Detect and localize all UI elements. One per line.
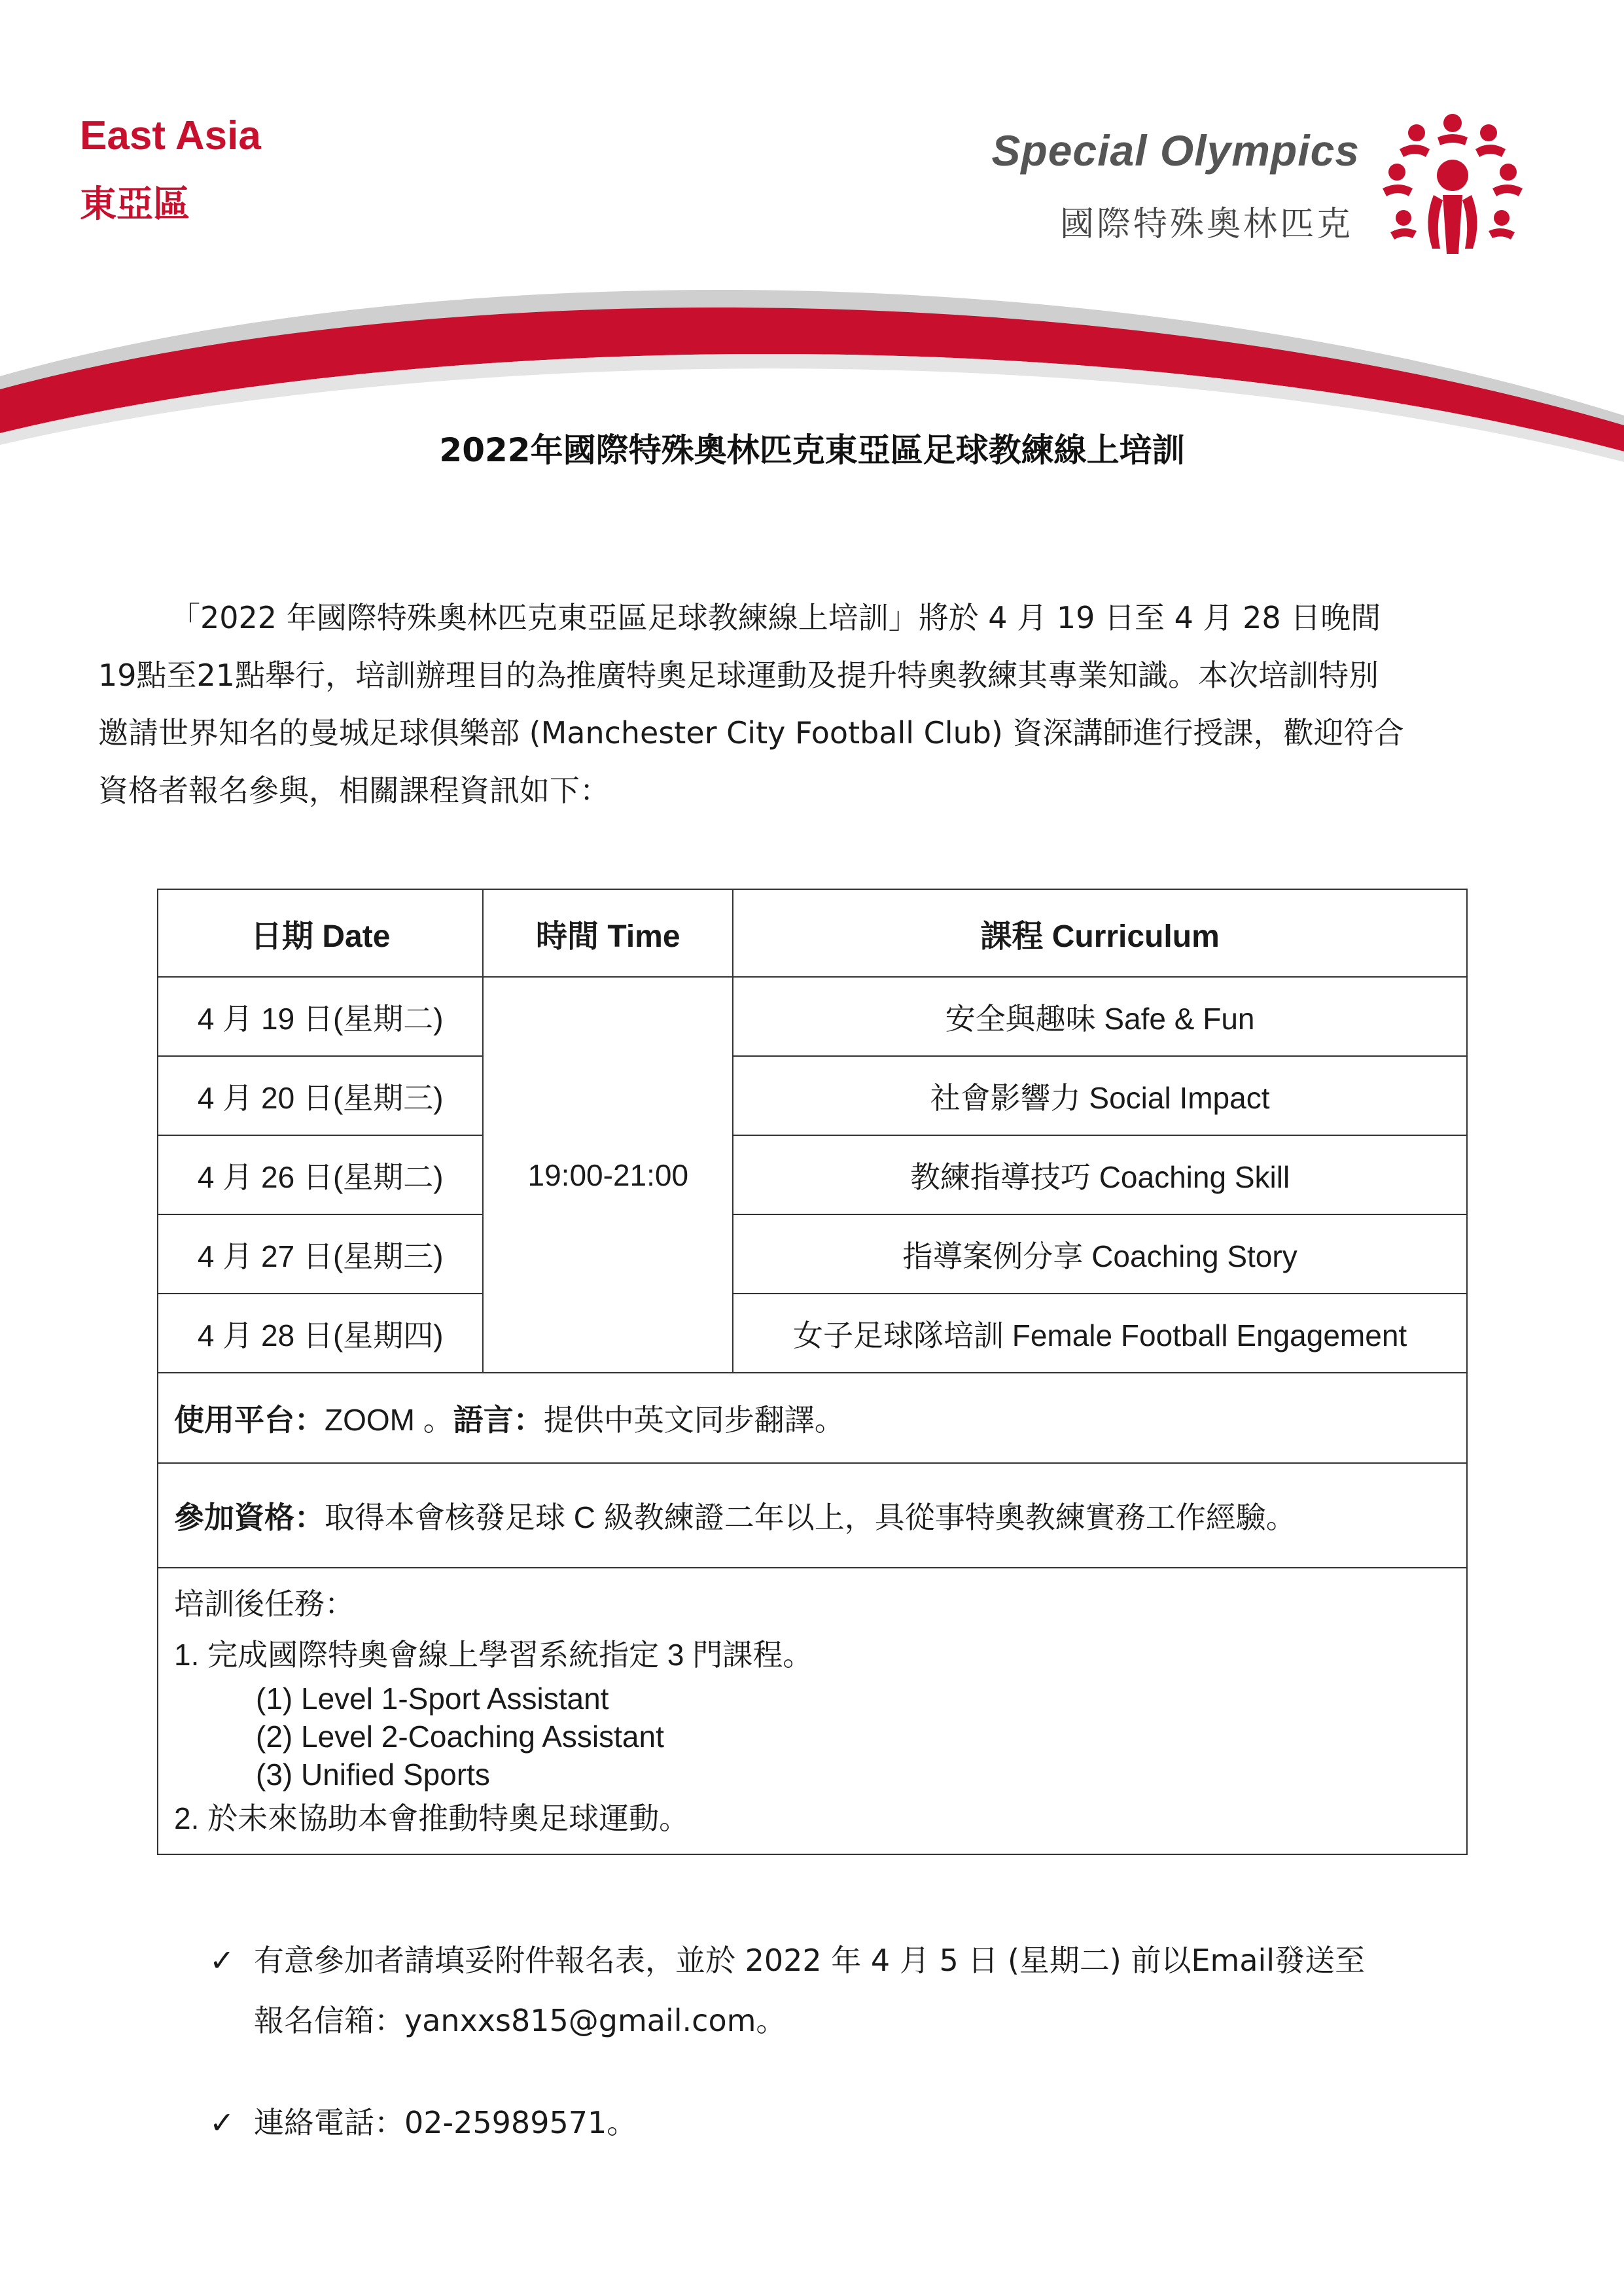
- task-subitem: (2) Level 2-Coaching Assistant: [256, 1720, 664, 1754]
- session-curriculum: 指導案例分享 Coaching Story: [733, 1214, 1467, 1294]
- tasks-cell: [158, 1568, 1467, 1854]
- document-title: 2022年國際特殊奧林匹克東亞區足球教練線上培訓: [439, 431, 1185, 469]
- eligibility-cell: [158, 1463, 1467, 1568]
- table-row: [158, 1214, 1467, 1294]
- platform-value: ZOOM 。: [325, 1403, 453, 1437]
- intro-line: 資格者報名參與，相關課程資訊如下：: [98, 773, 610, 808]
- table-row: [158, 977, 1467, 1056]
- header-date: 日期 Date: [158, 889, 483, 977]
- special-olympics-logo-icon: [1377, 97, 1528, 260]
- brand-name-en: Special Olympics: [991, 126, 1360, 175]
- intro-line: 「2022 年國際特殊奧林匹克東亞區足球教練線上培訓」將於 4 月 19 日至 4 月 28 日晚間: [170, 600, 1381, 635]
- intro-line: 邀請世界知名的曼城足球俱樂部 (Manchester City Football Club) 資深講師進行授課，歡迎符合: [98, 715, 1404, 751]
- registration-email: 報名信箱：yanxxs815@gmail.com。: [254, 2003, 786, 2038]
- eligibility-value: 取得本會核發足球 C 級教練證二年以上，具從事特奧教練實務工作經驗。: [325, 1500, 1296, 1534]
- session-curriculum: 女子足球隊培訓 Female Football Engagement: [733, 1294, 1467, 1373]
- notes-section: [209, 1930, 1365, 2153]
- tasks-title: 培訓後任務：: [174, 1587, 355, 1621]
- task-item: 2. 於未來協助本會推動特奧足球運動。: [174, 1801, 690, 1835]
- table-row: [158, 1294, 1467, 1373]
- task-subitem: (1) Level 1-Sport Assistant: [256, 1682, 609, 1716]
- session-date: 4 月 27 日(星期三): [158, 1214, 483, 1294]
- table-row: [158, 1135, 1467, 1214]
- brand-name-zh: 國際特殊奧林匹克: [1059, 205, 1353, 244]
- session-date: 4 月 20 日(星期三): [158, 1056, 483, 1135]
- eligibility-label: 參加資格：: [174, 1500, 325, 1534]
- checkmark-icon: ✓: [209, 2105, 235, 2140]
- checkmark-icon: ✓: [209, 1943, 235, 1978]
- session-curriculum: 教練指導技巧 Coaching Skill: [733, 1135, 1467, 1214]
- region-label-zh: 東亞區: [80, 183, 190, 226]
- schedule-table: [157, 889, 1468, 1855]
- table-header-row: [158, 889, 1467, 977]
- session-time: 19:00-21:00: [483, 977, 733, 1373]
- session-date: 4 月 26 日(星期二): [158, 1135, 483, 1214]
- intro-line: 19點至21點舉行，培訓辦理目的為推廣特奧足球運動及提升特奧教練其專業知識。本次培訓特別: [98, 658, 1379, 693]
- platform-row: [158, 1373, 1467, 1463]
- platform-label: 使用平台：: [174, 1403, 325, 1437]
- platform-cell: [158, 1373, 1467, 1463]
- note-line: 有意參加者請填妥附件報名表，並於 2022 年 4 月 5 日 (星期二) 前以Email發送至: [254, 1943, 1366, 1978]
- intro-paragraph: [98, 589, 1498, 819]
- task-item: 1. 完成國際特奧會線上學習系統指定 3 門課程。: [174, 1638, 813, 1672]
- task-subitem: (3) Unified Sports: [256, 1757, 490, 1792]
- header-curriculum: 課程 Curriculum: [733, 889, 1467, 977]
- eligibility-row: [158, 1463, 1467, 1568]
- language-value: 提供中英文同步翻譯。: [543, 1403, 845, 1437]
- header-time: 時間 Time: [483, 889, 733, 977]
- region-label-en: East Asia: [80, 113, 261, 158]
- session-date: 4 月 19 日(星期二): [158, 977, 483, 1056]
- session-curriculum: 社會影響力 Social Impact: [733, 1056, 1467, 1135]
- tasks-row: [158, 1568, 1467, 1854]
- language-label: 語言：: [453, 1403, 544, 1437]
- session-date: 4 月 28 日(星期四): [158, 1294, 483, 1373]
- note-item: [209, 2093, 1365, 2153]
- note-item: [209, 1930, 1365, 2051]
- table-row: [158, 1056, 1467, 1135]
- session-curriculum: 安全與趣味 Safe & Fun: [733, 977, 1467, 1056]
- contact-phone: 連絡電話：02-25989571。: [254, 2105, 637, 2140]
